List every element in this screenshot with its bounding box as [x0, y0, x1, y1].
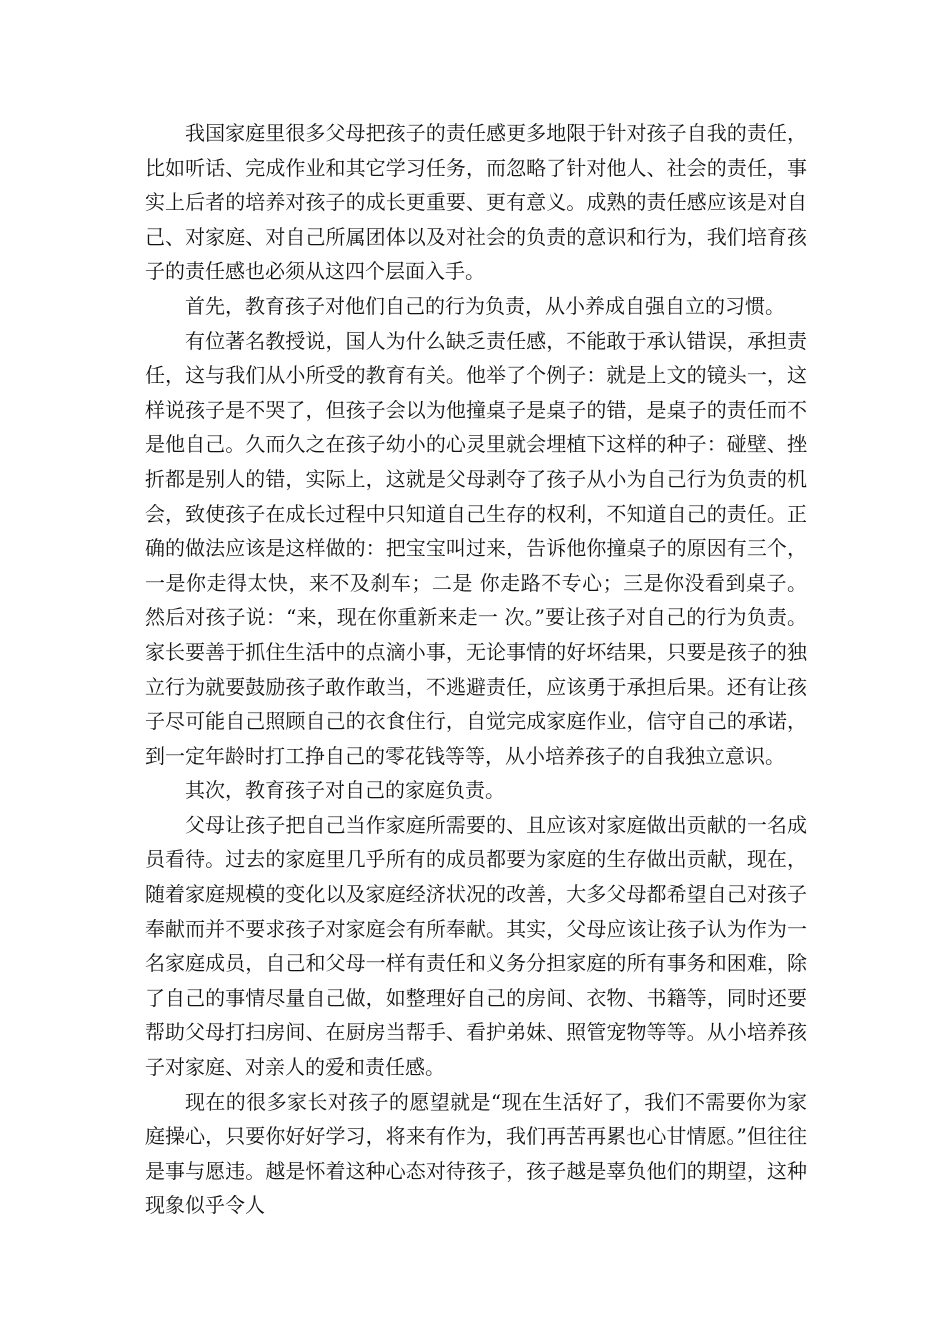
- paragraph-second-point: 其次，教育孩子对自己的家庭负责。: [185, 778, 505, 803]
- paragraph-intro: 我国家庭里很多父母把孩子的责任感更多地限于针对孩子自我的责任，比如听话、完成作业和其它学习任务，而忽略了针对他人、社会的责任，事实上后者的培养对孩子的成长更重要、更有意义。成熟的责任感应该是对自己、对家庭、对自己所属团体以及对社会的负责的意识和行为，我们培育孩子的责任感也必须从这四个层面入手。: [145, 121, 807, 284]
- paragraph-parent-wishes: 现在的很多家长对孩子的愿望就是“现在生活好了，我们不需要你为家庭操心，只要你好好学习，将来有作为，我们再苦再累也心甘情愿。”但往往是事与愿违。越是怀着这种心态对待孩子，孩子越是辜负他们的期望，这种现象似乎令人: [145, 1089, 807, 1218]
- paragraph-family-member: 父母让孩子把自己当作家庭所需要的、且应该对家庭做出贡献的一名成员看待。过去的家庭里几乎所有的成员都要为家庭的生存做出贡献，现在，随着家庭规模的变化以及家庭经济状况的改善，大多父母都希望自己对孩子奉献而并不要求孩子对家庭会有所奉献。其实，父母应该让孩子认为作为一名家庭成员，自己和父母一样有责任和义务分担家庭的所有事务和困难，除了自己的事情尽量自己做，如整理好自己的房间、衣物、书籍等，同时还要帮助父母打扫房间、在厨房当帮手、看护弟妹、照管宠物等等。从小培养孩子对家庭、对亲人的爱和责任感。: [145, 812, 807, 1080]
- document-body: [145, 116, 807, 1223]
- paragraph-professor-example: 有位著名教授说，国人为什么缺乏责任感，不能敢于承认错误，承担责任，这与我们从小所受的教育有关。他举了个例子：就是上文的镜头一，这样说孩子是不哭了，但孩子会以为他撞桌子是桌子的错，是桌子的责任而不是他自己。久而久之在孩子幼小的心灵里就会埋植下这样的种子：碰壁、挫折都是别人的错，实际上，这就是父母剥夺了孩子从小为自己行为负责的机会，致使孩子在成长过程中只知道自己生存的权利，不知道自己的责任。正确的做法应该是这样做的：把宝宝叫过来，告诉他你撞桌子的原因有三个，一是你走得太快，来不及刹车；二是 你走路不专心；三是你没看到桌子。然后对孩子说：“来，现在你重新来走一 次。”要让孩子对自己的行为负责。家长要善于抓住生活中的点滴小事，无论事情的好坏结果，只要是孩子的独立行为就要鼓励孩子敢作敢当，不逃避责任，应该勇于承担后果。还有让孩子尽可能自己照顾自己的衣食住行，自觉完成家庭作业，信守自己的承诺，到一定年龄时打工挣自己的零花钱等等，从小培养孩子的自我独立意识。: [145, 328, 807, 768]
- paragraph-first-point: 首先，教育孩子对他们自己的行为负责，从小养成自强自立的习惯。: [185, 293, 785, 318]
